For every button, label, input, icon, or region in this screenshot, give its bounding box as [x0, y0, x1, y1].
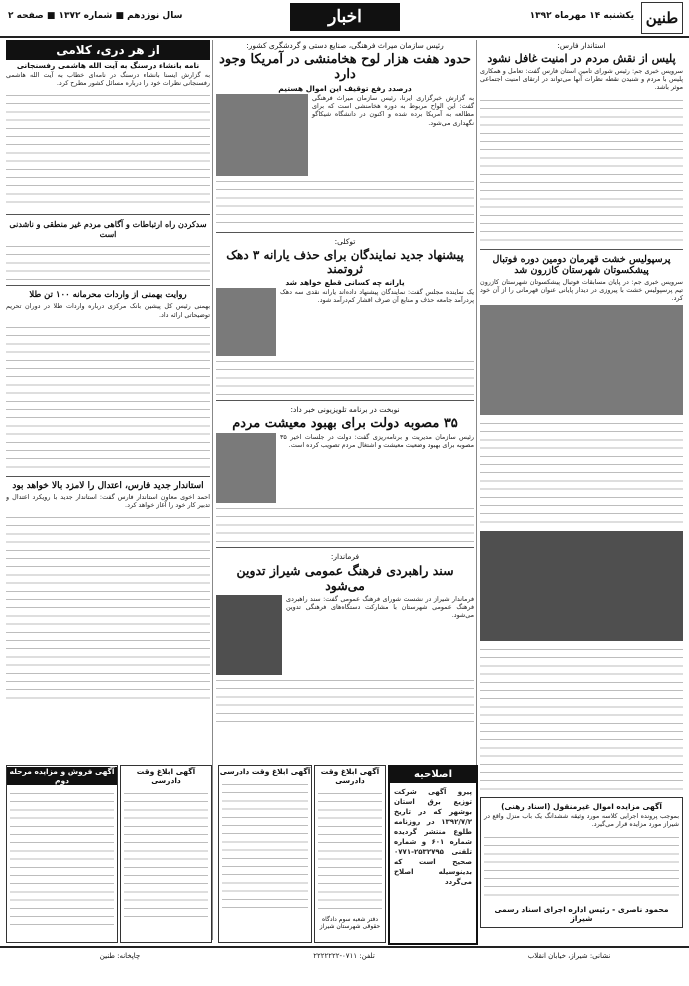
right-column	[480, 40, 683, 940]
article-headline: سدکردن راه ارتباطات و آگاهی مردم غیر منطقی و ناشدنی است	[9, 219, 207, 240]
column-title: از هر دری، کلامی	[6, 40, 210, 60]
notice-title: آگهی مزایده اموال غیرمنقول (اسناد رهنی)	[501, 802, 662, 812]
article-body: احمد اخوی معاون استاندار فارس گفت: استاندار جدید با رویکرد اعتدال و تدبیر کار خود را آغاز خواهد کرد.	[6, 492, 210, 510]
ad-lines	[318, 788, 382, 913]
correction-title: اصلاحیه	[390, 767, 476, 783]
article-body: به گزارش ایسنا بانشاء درسنگ در نامه‌ای خطاب به آیت الله هاشمی رفسنجانی نظرات خود را درباره مسائل کشور مطرح کرد.	[6, 71, 210, 88]
nobakht-portrait-photo	[216, 433, 276, 503]
article-kicker: فرماندار:	[330, 552, 360, 561]
article-body-lines	[6, 241, 210, 281]
ceremony-photo	[480, 531, 683, 641]
legal-ad	[314, 765, 386, 943]
article-body: رئیس سازمان مدیریت و برنامه‌ریزی گفت: دولت در جلسات اخیر ۳۵ مصوبه برای بهبود وضعیت معیشت و اشتغال مردم تصویب کرده است.	[280, 433, 474, 450]
legal-ad	[218, 765, 312, 943]
article-body-lines	[480, 644, 683, 794]
article-kicker: نوبخت در برنامه تلویزیونی خبر داد:	[290, 405, 400, 414]
notice-signature: محمود ناصری - رئیس اداره اجرای اسناد رسمی شیراز	[494, 904, 669, 923]
article-body-lines	[480, 418, 683, 528]
page-footer	[0, 946, 689, 986]
article-headline: پیشنهاد جدید نمایندگان برای حذف یارانه ۳ دهک ثروتمند	[226, 248, 464, 276]
article-headline: سند راهبردی فرهنگ عمومی شیراز تدوین می‌شود	[236, 563, 454, 593]
ad-signature: دفتر شعبه سوم دادگاه حقوقی شهرستان شیراز	[319, 916, 381, 930]
article-body-lines	[6, 90, 210, 210]
ad-title: آگهی ابلاغ وقت دادرسی	[136, 767, 196, 785]
article-body-lines	[216, 675, 474, 723]
footer-printer: چاپخانه: طنین	[99, 952, 141, 960]
official-portrait-photo	[216, 94, 308, 176]
article-body-lines	[216, 503, 474, 543]
left-column	[6, 40, 210, 760]
notice-lines	[484, 832, 679, 902]
ad-title: آگهی ابلاغ وقت دادرسی	[219, 767, 311, 776]
article-row	[216, 288, 474, 356]
divider	[6, 285, 210, 286]
legal-ad	[6, 765, 118, 943]
article-row	[216, 433, 474, 503]
correction-notice	[388, 765, 478, 945]
article-row	[216, 94, 474, 176]
article-headline: استاندار جدید فارس، اعتدال را لامزد بالا خواهد بود	[12, 480, 204, 491]
issue-date: یکشنبه ۱۴ مهرماه ۱۳۹۲	[529, 11, 634, 21]
article-body: به گزارش خبرگزاری ایرنا، رئیس سازمان میراث فرهنگی گفت: این الواح مربوط به دوره هخامنشی است که برای مطالعه به آمریکا برده شده و اکنون در دانشگاه شیکاگو نگهداری می‌شود.	[312, 94, 474, 127]
football-team-photo	[480, 305, 683, 415]
column-divider	[212, 40, 213, 940]
article-headline: روایت بهمنی از واردات محرمانه ۱۰۰ تن طلا	[29, 290, 187, 301]
footer-address: نشانی: شیراز، خیابان انقلاب	[527, 952, 611, 960]
notice-body: بموجب پرونده اجرایی کلاسه مورد وثیقه ششدانگ یک باب منزل واقع در شیراز مورد مزایده قرار می‌گیرد.	[484, 812, 679, 829]
newspaper-logo: طنین	[641, 2, 683, 34]
divider	[216, 547, 474, 548]
article-body: سرویس خبری جم: رئیس شورای تامین استان فارس گفت: تعامل و همکاری پلیس با مردم و شنیدن نقطه نظرات آنها می‌تواند در ارتقای امنیت اجتماعی موثر باشد.	[480, 67, 683, 92]
article-body-lines	[216, 356, 474, 396]
article-headline: ۳۵ مصوبه دولت برای بهبود معیشت مردم	[232, 416, 458, 431]
footer-phone: تلفن: ۰۷۱۱-۲۲۲۲۲۲۲	[313, 952, 375, 960]
governor-portrait-photo	[216, 595, 282, 675]
mp-portrait-photo	[216, 288, 276, 356]
article-body: فرماندار شیراز در نشست شورای فرهنگ عمومی گفت: سند راهبردی فرهنگ عمومی شهرستان با مشارکت دستگاه‌های فرهنگی تدوین می‌شود.	[286, 595, 474, 620]
ad-lines	[124, 788, 208, 918]
middle-column	[216, 40, 474, 760]
article-body-lines	[6, 322, 210, 472]
divider	[6, 214, 210, 215]
article-body: سرویس خبری جم: در پایان مسابقات فوتبال پیشکسوتان شهرستان کازرون تیم پرسپولیس خشت با پیروزی در دیدار پایانی عنوان قهرمانی را از آن خود کرد.	[480, 277, 683, 303]
article-subheadline: نامه بانشاء درسنگ به آیت الله هاشمی رفسنجانی	[16, 61, 200, 70]
article-body-lines	[6, 512, 210, 702]
ad-lines	[10, 788, 114, 928]
article-kicker: توکلی:	[334, 237, 356, 246]
section-title: اخبار	[290, 3, 400, 31]
article-body-lines	[216, 176, 474, 228]
article-subheadline: یارانه چه کسانی قطع خواهد شد	[285, 278, 405, 287]
article-body: یک نماینده مجلس گفت: نمایندگان پیشنهاد داده‌اند یارانه نقدی سه دهک پردرآمد جامعه حذف و منابع آن صرف اقشار کم‌درآمد شود.	[280, 288, 474, 305]
correction-body: پیرو آگهی شرکت توزیع برق استان بوشهر که در تاریخ ۱۳۹۲/۷/۲ در روزنامه طلوع منتشر گردیده شماره ۶۰۱ و شماره تلفنی ۲۵۳۲۷۹۵-۰۷۷۱ صحیح است که بدینوسیله اصلاح می‌گردد	[394, 788, 472, 886]
article-headline: پلیس از نقش مردم در امنیت غافل نشود	[487, 52, 676, 65]
article-headline: حدود هفت هزار لوح هخامنشی در آمریکا وجود دارد	[219, 52, 471, 82]
article-subheadline: درصدد رفع توقیف این اموال هستیم	[278, 84, 412, 93]
ad-title: آگهی فروش و مزایده مرحله دوم	[7, 767, 117, 785]
article-body: بهمنی رئیس کل پیشین بانک مرکزی درباره واردات طلا در دوران تحریم توضیحاتی ارائه داد.	[6, 302, 210, 319]
divider	[216, 232, 474, 233]
legal-notice	[480, 797, 683, 927]
divider	[480, 249, 683, 250]
divider	[216, 400, 474, 401]
article-headline: پرسپولیس خشت قهرمان دومین دوره فوتبال پیشکسوتان شهرستان کازرون شد	[492, 253, 671, 276]
article-body-lines	[480, 95, 683, 245]
legal-ad	[120, 765, 212, 943]
article-kicker: رئیس سازمان میراث فرهنگی، صنایع دستی و گردشگری کشور:	[246, 41, 444, 50]
issue-number: سال نوزدهم ■ شماره ۱۳۷۲ ■ صفحه ۲	[8, 11, 183, 21]
article-kicker: استاندار فارس:	[557, 41, 606, 50]
divider	[6, 476, 210, 477]
ad-title: آگهی ابلاغ وقت دادرسی	[320, 767, 380, 785]
page-header	[0, 0, 689, 38]
article-row	[216, 595, 474, 675]
ad-lines	[222, 779, 308, 914]
